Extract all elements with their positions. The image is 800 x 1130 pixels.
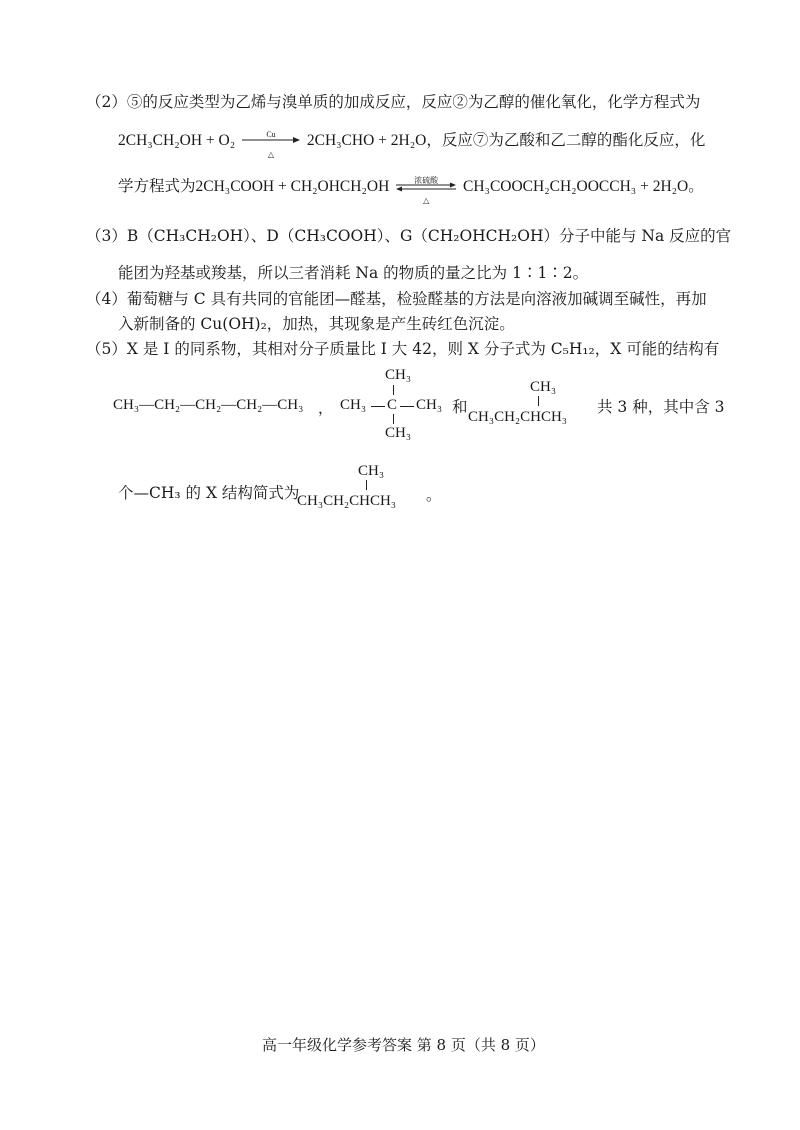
- answer-main-chain: CH₃CH₂CHCH₃: [297, 493, 397, 509]
- q2-text-3: 学方程式为: [118, 177, 196, 195]
- q3-text-2: 能团为羟基或羧基，所以三者消耗 Na 的物质的量之比为 1∶1∶2。: [118, 264, 589, 282]
- q4-line1: [86, 289, 707, 309]
- eq1-left: 2CH₃CH₂OH + O₂: [118, 132, 236, 149]
- and-text: 和: [452, 398, 468, 416]
- q4-label: （4）: [86, 290, 127, 308]
- neopentane-bond-bottom: [393, 414, 394, 424]
- q4-text-1: 葡萄糖与 C 具有共同的官能团—醛基，检验醛基的方法是向溶液加碱调至碱性，再加: [126, 290, 707, 308]
- eq1-right: 2CH₃CHO + 2H₂O: [306, 132, 427, 149]
- neopentane-top-methyl: CH₃: [385, 367, 412, 383]
- eq2-condition-bottom: △: [423, 196, 430, 206]
- eq2-right: CH₃COOCH₂CH₂OOCCH₃ + 2H₂O: [463, 178, 689, 195]
- neopentane-bond-left: [371, 406, 385, 407]
- eq2-left: 2CH₃COOH + CH₂OHCH₂OH: [195, 178, 390, 195]
- eq2-condition-top: 浓硫酸: [414, 176, 439, 186]
- eq1-condition-top: Cu: [266, 130, 276, 140]
- right-arrow-icon: [242, 136, 300, 144]
- eq2-arrow: [396, 176, 456, 206]
- q2-text-2: ，反应⑦为乙酸和乙二醇的酯化反应，化: [426, 131, 706, 149]
- q5-label: （5）: [86, 340, 127, 358]
- q2-label: （2）: [86, 93, 127, 111]
- q5-text-1: X 是 I 的同系物，其相对分子质量比 I 大 42，则 X 分子式为 C₅H₁₂，X 可能的结构有: [126, 340, 720, 358]
- neopentane-bottom-methyl: CH₃: [385, 425, 412, 441]
- q3-label: （3）: [86, 227, 127, 245]
- q2-text-4: 。: [688, 177, 704, 195]
- answer-bond: [366, 480, 367, 490]
- structure-separator: ，: [318, 401, 334, 417]
- isopentane-bond: [538, 396, 539, 406]
- answer-branch-methyl: CH₃: [358, 463, 385, 479]
- q3-line1: [86, 226, 731, 246]
- isopentane-main-chain: CH₃CH₂CHCH₃: [468, 409, 568, 425]
- neopentane-bond-top: [393, 385, 394, 395]
- neopentane-right-methyl: CH₃: [416, 397, 443, 413]
- eq1-condition-bottom: △: [267, 150, 275, 160]
- q4-line2: [118, 314, 515, 334]
- isopentane-branch-methyl: CH₃: [530, 379, 557, 395]
- structure-n-pentane: CH₃—CH₂—CH₂—CH₂—CH₃: [113, 397, 304, 413]
- neopentane-left-methyl: CH₃: [340, 397, 367, 413]
- neopentane-center-carbon: C: [387, 397, 398, 413]
- q5-line1: [86, 339, 719, 359]
- q2-equation-2: [118, 176, 704, 206]
- q5-text-3: 个—CH₃ 的 X 结构简式为: [118, 484, 300, 502]
- q2-text-1: ⑤的反应类型为乙烯与溴单质的加成反应，反应②为乙醇的催化氧化，化学方程式为: [126, 93, 701, 111]
- page-footer: 高一年级化学参考答案 第 8 页（共 8 页）: [262, 1036, 545, 1054]
- q2-line1: [86, 92, 700, 112]
- answer-end: 。: [426, 486, 442, 504]
- q4-text-2: 入新制备的 Cu(OH)₂，加热，其现象是产生砖红色沉淀。: [118, 315, 515, 333]
- q3-text-1: B（CH₃CH₂OH）、D（CH₃COOH）、G（CH₂OHCH₂OH）分子中能与 Na 反应的官: [126, 227, 732, 245]
- eq1-arrow: [242, 130, 300, 160]
- q5-count-text: 共 3 种，其中含 3: [597, 398, 725, 416]
- neopentane-bond-right: [400, 406, 414, 407]
- q2-equation-1: [118, 130, 706, 160]
- q3-line2: [118, 263, 588, 283]
